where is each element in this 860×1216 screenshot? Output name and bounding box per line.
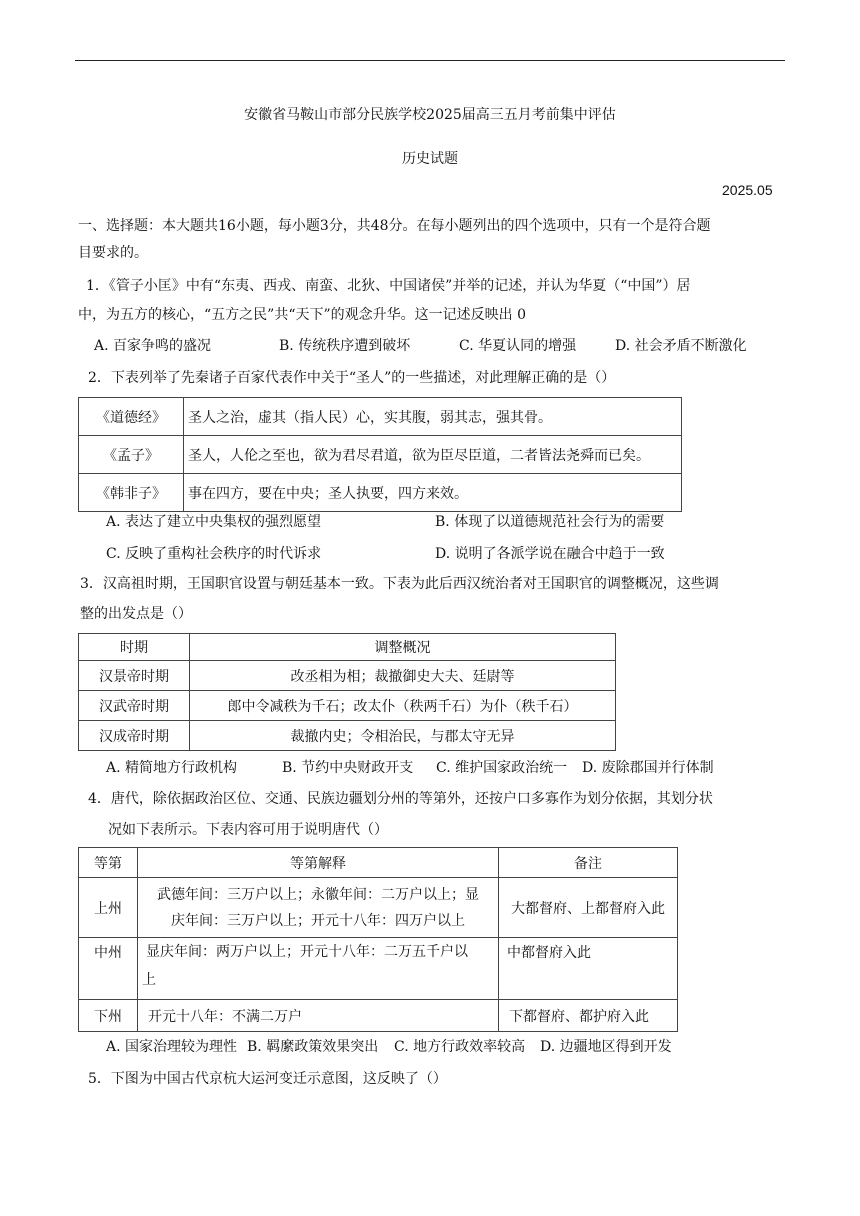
exam-subject: 历史试题 xyxy=(402,151,458,167)
table-row xyxy=(79,878,678,938)
q3-summary: 改丞相为相；裁撤御史大夫、廷尉等 xyxy=(190,661,616,691)
exam-date: 2025.05 xyxy=(722,182,773,198)
q4-explanation-line1: 武德年间：三万户以上；永徽年间：二万户以上；显 xyxy=(157,886,479,903)
table-row xyxy=(79,1000,678,1032)
table-row xyxy=(79,661,616,691)
q3-option-c: C. 维护国家政治统一 xyxy=(436,760,568,776)
q5-stem: 5．下图为中国古代京杭大运河变迁示意图，这反映了（） xyxy=(88,1071,447,1087)
q4-note: 中都督府入此 xyxy=(499,938,678,1000)
table-row xyxy=(79,938,678,1000)
q4-explanation xyxy=(138,1000,499,1032)
q4-note: 大都督府、上都督府入此 xyxy=(499,878,678,938)
section-heading-line1: 一、选择题：本大题共16小题，每小题3分，共48分。在每小题列出的四个选项中，只有一个是符合题 xyxy=(78,218,711,234)
q1-option-b: B. 传统秩序遭到破坏 xyxy=(279,338,411,354)
table-row xyxy=(79,721,616,751)
q1-stem-line1: 1．《管子小匡》中有“东夷、西戎、南蛮、北狄、中国诸侯”并举的记述，并认为华夏（“中国”）居 xyxy=(86,278,691,294)
q3-option-a: A. 精简地方行政机构 xyxy=(106,760,238,776)
table-row xyxy=(79,848,678,878)
q3-period: 汉成帝时期 xyxy=(79,721,190,751)
q2-option-a: A. 表达了建立中央集权的强烈愿望 xyxy=(106,514,322,530)
q4-grade: 中州 xyxy=(79,938,138,1000)
section-heading-line2: 目要求的。 xyxy=(78,245,148,261)
q2-book: 《道德经》 xyxy=(79,398,184,436)
q2-quote: 圣人，人伦之至也，欲为君尽君道，欲为臣尽臣道，二者皆法尧舜而已矣。 xyxy=(184,436,682,474)
q4-header-explanation: 等第解释 xyxy=(138,848,499,878)
table-row xyxy=(79,691,616,721)
q3-table xyxy=(78,633,616,751)
q4-grade: 上州 xyxy=(79,878,138,938)
q4-explanation-line2: 上 xyxy=(142,972,156,988)
q4-note: 下都督府、都护府入此 xyxy=(499,1000,678,1032)
q4-explanation xyxy=(138,878,499,938)
q4-stem-line2: 况如下表所示。下表内容可用于说明唐代（） xyxy=(108,822,388,838)
q3-stem-line1: 3．汉高祖时期，王国职官设置与朝廷基本一致。下表为此后西汉统治者对王国职官的调整概况，这些调 xyxy=(80,576,719,592)
q3-header-summary: 调整概况 xyxy=(190,634,616,661)
q4-grade: 下州 xyxy=(79,1000,138,1032)
q3-summary: 郎中令减秩为千石；改太仆（秩两千石）为仆（秩千石） xyxy=(190,691,616,721)
q3-option-d: D. 废除郡国并行体制 xyxy=(582,760,714,776)
q4-explanation-line2: 庆年间：三万户以上；开元十八年：四万户以上 xyxy=(171,912,465,929)
table-row xyxy=(79,398,682,436)
q2-book: 《孟子》 xyxy=(79,436,184,474)
q2-quote: 事在四方，要在中央；圣人执要，四方来效。 xyxy=(184,474,682,512)
q2-option-c: C. 反映了重构社会秩序的时代诉求 xyxy=(106,546,322,562)
header-rule xyxy=(75,60,785,61)
q3-period: 汉武帝时期 xyxy=(79,691,190,721)
q4-header-grade: 等第 xyxy=(79,848,138,878)
q4-option-b: B. 羁縻政策效果突出 xyxy=(247,1039,379,1055)
q3-summary: 裁撤内史；令相治民，与郡太守无异 xyxy=(190,721,616,751)
q4-option-d: D. 边疆地区得到开发 xyxy=(540,1039,672,1055)
q3-stem-line2: 整的出发点是（） xyxy=(80,606,192,622)
exam-title: 安徽省马鞍山市部分民族学校2025届高三五月考前集中评估 xyxy=(244,107,616,123)
q4-table xyxy=(78,847,678,1032)
q1-option-c: C. 华夏认同的增强 xyxy=(459,338,577,354)
q4-header-note: 备注 xyxy=(499,848,678,878)
table-row xyxy=(79,436,682,474)
q4-option-c: C. 地方行政效率较高 xyxy=(394,1039,526,1055)
q2-quote: 圣人之治，虚其（指人民）心，实其腹，弱其志，强其骨。 xyxy=(184,398,682,436)
q1-option-d: D. 社会矛盾不断激化 xyxy=(615,338,747,354)
q4-option-a: A. 国家治理较为理性 xyxy=(106,1039,238,1055)
q2-book: 《韩非子》 xyxy=(79,474,184,512)
q4-explanation-line1: 显庆年间：两万户以上；开元十八年：二万五千户以 xyxy=(146,944,468,960)
q3-period: 汉景帝时期 xyxy=(79,661,190,691)
q2-stem: 2．下表列举了先秦诸子百家代表作中关于“圣人”的一些描述，对此理解正确的是（） xyxy=(88,370,616,386)
q2-table xyxy=(78,397,682,512)
q4-stem-line1: 4．唐代，除依据政治区位、交通、民族边疆划分州的等第外，还按户口多寡作为划分依据，其划分状 xyxy=(88,791,713,807)
q4-explanation-line1: 开元十八年：不满二万户 xyxy=(148,1008,302,1025)
q1-option-a: A. 百家争鸣的盛况 xyxy=(94,338,212,354)
q2-option-d: D. 说明了各派学说在融合中趋于一致 xyxy=(435,546,665,562)
q3-option-b: B. 节约中央财政开支 xyxy=(282,760,414,776)
q2-option-b: B. 体现了以道德规范社会行为的需要 xyxy=(435,514,665,530)
table-row xyxy=(79,474,682,512)
table-row xyxy=(79,634,616,661)
q4-explanation xyxy=(138,938,499,1000)
q1-stem-line2: 中，为五方的核心，“五方之民”共“天下”的观念升华。这一记述反映出 0 xyxy=(78,307,526,323)
q3-header-period: 时期 xyxy=(79,634,190,661)
